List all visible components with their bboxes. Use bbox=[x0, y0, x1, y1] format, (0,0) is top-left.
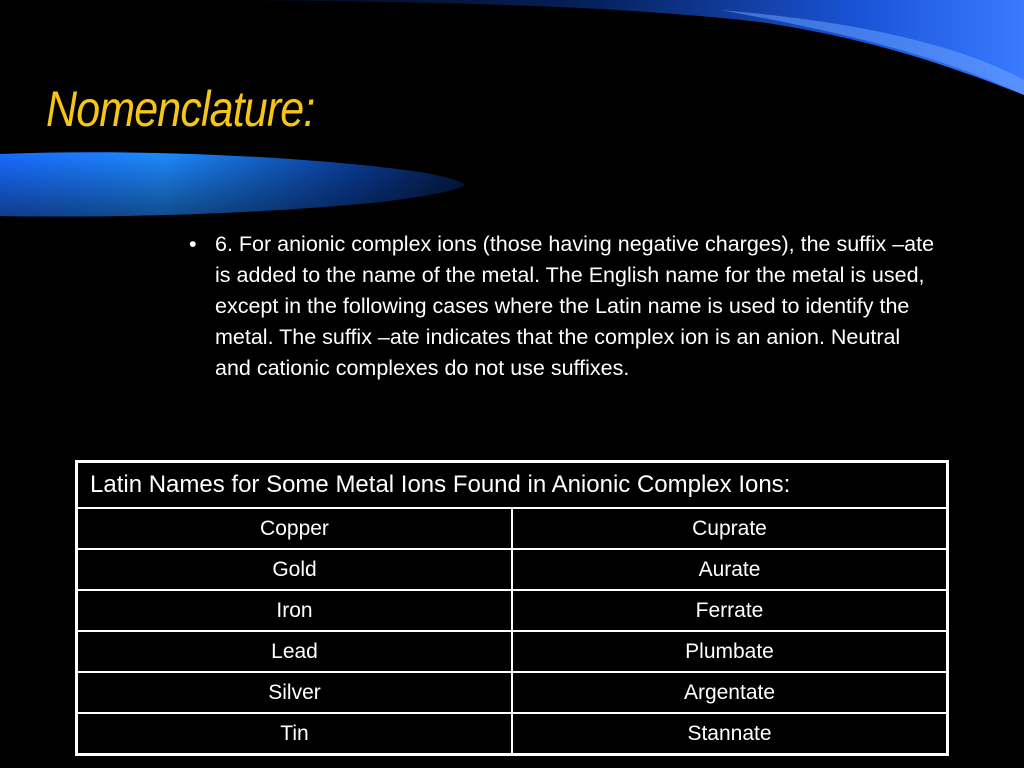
table-row bbox=[77, 672, 948, 713]
left-swoosh-decoration bbox=[0, 150, 470, 220]
english-name-cell: Lead bbox=[77, 631, 513, 672]
table-row bbox=[77, 508, 948, 549]
table-row bbox=[77, 590, 948, 631]
latin-name-cell: Stannate bbox=[512, 713, 948, 755]
english-name-cell: Iron bbox=[77, 590, 513, 631]
table-row bbox=[77, 631, 948, 672]
bullet-text: 6. For anionic complex ions (those having negative charges), the suffix –ate is added to the name of the metal. The English name for the metal is used, except in the following cases where the Latin name is used to identify the metal. The suffix –ate indicates that the complex ion is an anion. Neutral and cationic complexes do not use suffixes. bbox=[215, 232, 935, 380]
table-row bbox=[77, 713, 948, 755]
slide-title: Nomenclature: bbox=[46, 81, 315, 137]
latin-name-cell: Cuprate bbox=[512, 508, 948, 549]
latin-name-cell: Aurate bbox=[512, 549, 948, 590]
table-caption: Latin Names for Some Metal Ions Found in Anionic Complex Ions: bbox=[77, 462, 948, 509]
english-name-cell: Gold bbox=[77, 549, 513, 590]
latin-name-cell: Plumbate bbox=[512, 631, 948, 672]
bullet-point bbox=[189, 229, 939, 384]
latin-names-table bbox=[75, 460, 949, 756]
latin-name-cell: Ferrate bbox=[512, 590, 948, 631]
latin-name-cell: Argentate bbox=[512, 672, 948, 713]
english-name-cell: Tin bbox=[77, 713, 513, 755]
table-row bbox=[77, 549, 948, 590]
bullet-marker: • bbox=[189, 232, 197, 256]
english-name-cell: Silver bbox=[77, 672, 513, 713]
english-name-cell: Copper bbox=[77, 508, 513, 549]
table-header-row bbox=[77, 462, 948, 509]
